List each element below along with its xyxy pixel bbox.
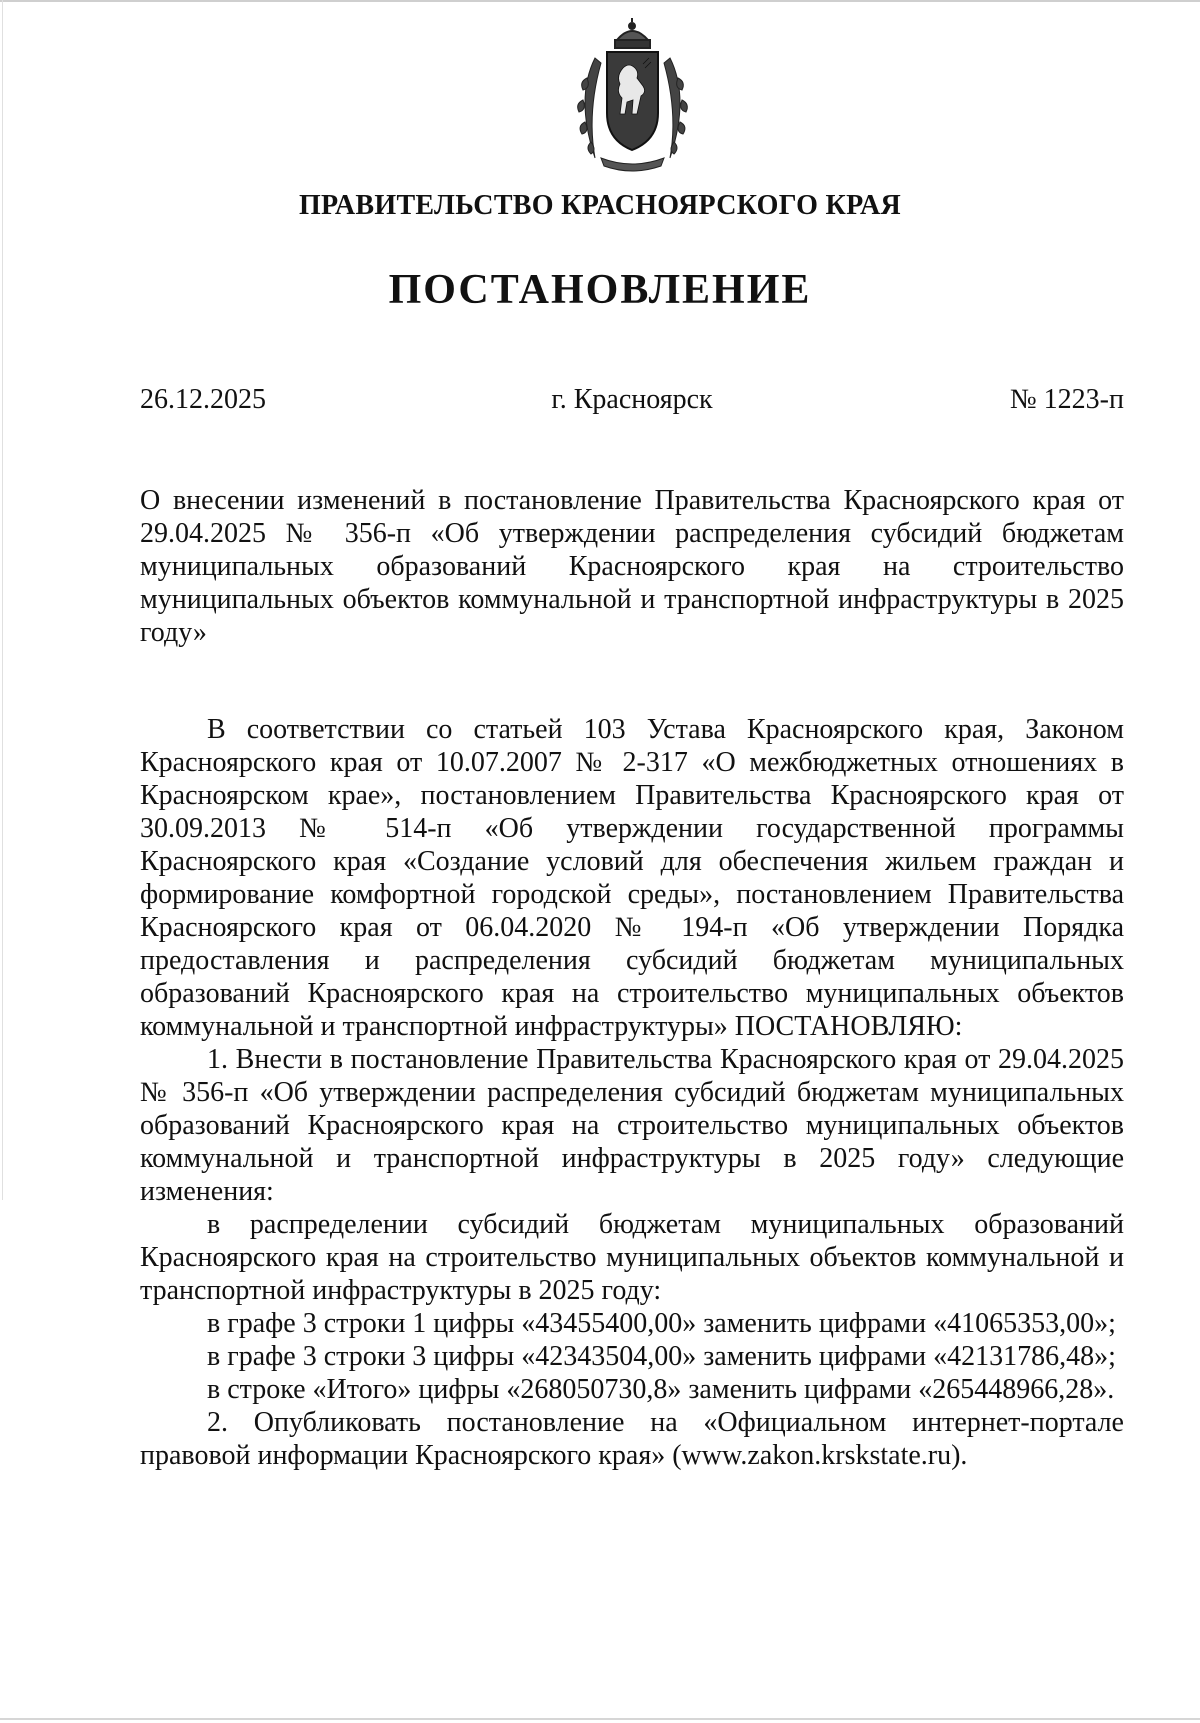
document-number: № 1223-п (1009, 384, 1124, 415)
preamble-paragraph: В соответствии со статьей 103 Устава Красноярского края, Законом Красноярского края от 10.07.2007 № 2-317 «О межбюджетных отношениях в Красноярском крае», постановлением Правительства Красноярского края от 30.09.2013 № 514-п «Об утверждении государственной программы Красноярского края «Создание условий для обеспечения жильем граждан и формирование комфортной городской среды», постановлением Правительства Красноярского края от 06.04.2020 № 194-п «Об утверждении Порядка предоставления и распределения субсидий бюджетам муниципальных образований Красноярского края на строительство муниципальных объектов коммунальной и транспортной инфраструктуры» ПОСТАНОВЛЯЮ: (140, 714, 1124, 1042)
scan-edge-bottom (0, 1718, 1200, 1720)
document-date: 26.12.2025 (140, 384, 266, 415)
item-1-sub-paragraph: в распределении субсидий бюджетам муниципальных образований Красноярского края на строительство муниципальных объектов коммунальной и транспортной инфраструктуры в 2025 году: (140, 1209, 1124, 1306)
coat-of-arms-icon (565, 18, 700, 178)
document-city: г. Красноярск (551, 384, 713, 415)
government-title: ПРАВИТЕЛЬСТВО КРАСНОЯРСКОГО КРАЯ (298, 190, 902, 221)
document-body (140, 713, 1124, 1472)
subject-text: О внесении изменений в постановление Правительства Красноярского края от 29.04.2025 № 356-п «Об утверждении распределения субсидий бюджетам муниципальных образований Красноярского края на строительство муниципальных объектов коммунальной и транспортной инфраструктуры в 2025 году» (140, 485, 1124, 648)
item-2-paragraph: 2. Опубликовать постановление на «Официальном интернет-портале правовой информации Красноярского края» (www.zakon.krskstate.ru). (140, 1407, 1124, 1471)
change-3-paragraph: в строке «Итого» цифры «268050730,8» заменить цифрами «265448966,28». (207, 1374, 1115, 1405)
document-subject (140, 484, 1124, 649)
change-2-paragraph: в графе 3 строки 3 цифры «42343504,00» заменить цифрами «42131786,48»; (207, 1341, 1116, 1372)
scan-edge-left (2, 0, 3, 1200)
document-meta-row (140, 382, 1124, 418)
item-1-paragraph: 1. Внести в постановление Правительства Красноярского края от 29.04.2025 № 356-п «Об утверждении распределения субсидий бюджетам муниципальных образований Красноярского края на строительство муниципальных объектов коммунальной и транспортной инфраструктуры в 2025 году» следующие изменения: (140, 1044, 1124, 1207)
scan-edge-top (0, 0, 1200, 2)
change-1-paragraph: в графе 3 строки 1 цифры «43455400,00» заменить цифрами «41065353,00»; (207, 1308, 1116, 1339)
document-type-title: ПОСТАНОВЛЕНИЕ (388, 267, 812, 313)
